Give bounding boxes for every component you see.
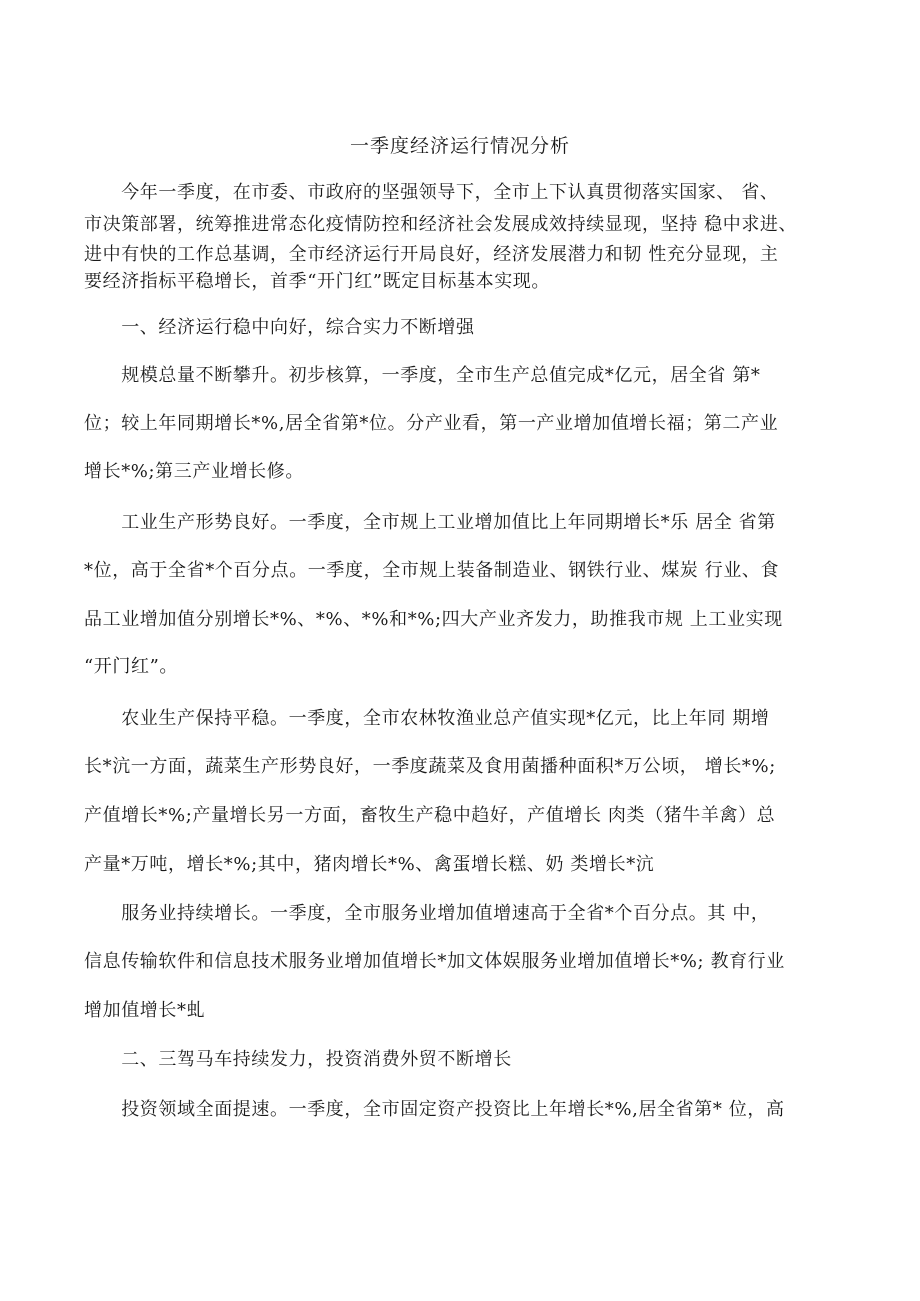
text-line: 规模总量不断攀升。初步核算，一季度，全市生产总值完成*亿元，居全省 第* <box>84 365 761 386</box>
text-line: 品工业增加值分别增长*%、*%、*%和*%;四大产业齐发力，助推我市规 上工业实现 <box>84 609 783 630</box>
text-line: 产量*万吨，增长*%;其中，猪肉增长*%、禽蛋增长糕、奶 类增长*沆 <box>84 854 655 875</box>
text-line: 信息传输软件和信息技术服务业增加值增长*加文体娱服务业增加值增长*%; 教育行业 <box>84 951 785 972</box>
document-title: 一季度经济运行情况分析 <box>349 135 570 157</box>
text-line: “开门红”。 <box>84 656 179 677</box>
text-line: 位；较上年同期增长*%,居全省第*位。分产业看，第一产业增加值增长福；第二产业 <box>84 413 779 434</box>
text-line: 产值增长*%;产量增长另一方面，畜牧生产稳中趋好，产值增长 肉类（猪牛羊禽）总 <box>84 805 776 826</box>
text-line: 农业生产保持平稳。一季度，全市农林牧渔业总产值实现*亿元，比上年同 期增 <box>84 708 770 729</box>
text-line: 今年一季度，在市委、市政府的坚强领导下，全市上下认真贯彻落实国家、 省、 <box>84 182 779 203</box>
text-line: *位，高于全省*个百分点。一季度，全市规上装备制造业、钢铁行业、煤炭 行业、食 <box>84 560 780 581</box>
text-line: 要经济指标平稳增长，首季“开门红”既定目标基本实现。 <box>84 271 551 292</box>
text-line: 市决策部署，统筹推进常态化疫情防控和经济社会发展成效持续显现，坚持 稳中求进、 <box>84 214 798 235</box>
text-line: 工业生产形势良好。一季度，全市规上工业增加值比上年同期增长*乐 居全 省第 <box>84 512 776 533</box>
text-line: 投资领域全面提速。一季度，全市固定资产投资比上年增长*%,居全省第* 位，高 <box>84 1099 785 1120</box>
text-line: 进中有快的工作总基调，全市经济运行开局良好，经济发展潜力和韧 性充分显现，主 <box>84 244 779 265</box>
text-line: 服务业持续增长。一季度，全市服务业增加值增速高于全省*个百分点。其 中， <box>84 903 770 924</box>
text-line: 增加值增长*虬 <box>84 1000 206 1021</box>
text-line: 增长*%;第三产业增长修。 <box>84 461 304 482</box>
section-heading: 二、三驾马车持续发力，投资消费外贸不断增长 <box>84 1049 512 1070</box>
text-line: 长*沆一方面，蔬菜生产形势良好，一季度蔬菜及食用菌播种面积*万公顷， 增长*%; <box>84 756 776 777</box>
section-heading: 一、经济运行稳中向好，综合实力不断增强 <box>84 317 475 338</box>
